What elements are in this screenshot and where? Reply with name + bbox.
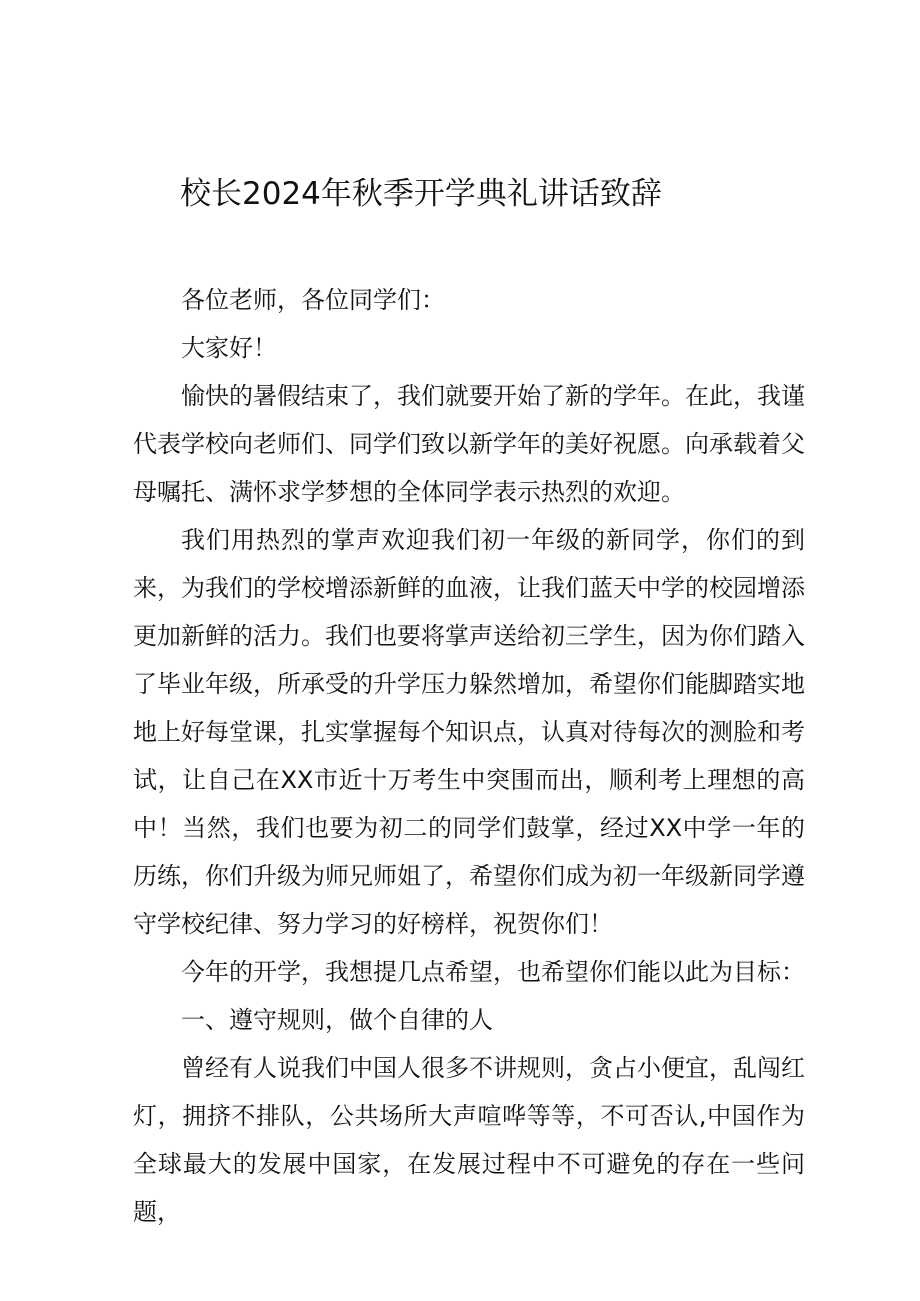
document-body	[133, 276, 805, 1236]
salutation: 各位老师，各位同学们：	[181, 286, 445, 314]
paragraph-hopes-intro: 今年的开学，我想提几点希望，也希望你们能以此为目标：	[181, 958, 805, 986]
paragraph-rules: 曾经有人说我们中国人很多不讲规则，贪占小便宜，乱闯红灯，拥挤不排队，公共场所大声喧哗等等，不可否认,中国作为全球最大的发展中国家，在发展过程中不可避免的存在一些问题，	[133, 1054, 805, 1226]
section-heading-1: 一、遵守规则，做个自律的人	[181, 1006, 493, 1034]
paragraph-welcome: 愉快的暑假结束了，我们就要开始了新的学年。在此，我谨代表学校向老师们、同学们致以新学年的美好祝愿。向承载着父母嘱托、满怀求学梦想的全体同学表示热烈的欢迎。	[133, 382, 805, 506]
document-title: 校长2024年秋季开学典礼讲话致辞	[180, 176, 662, 212]
paragraph-grades: 我们用热烈的掌声欢迎我们初一年级的新同学，你们的到来，为我们的学校增添新鲜的血液，让我们蓝天中学的校园增添更加新鲜的活力。我们也要将掌声送给初三学生，因为你们踏入了毕业年级，所承受的升学压力躲然增加，希望你们能脚踏实地地上好每堂课，扎实掌握每个知识点，认真对待每次的测脸和考试，让自己在XX市近十万考生中突围而出，顺利考上理想的高中！当然，我们也要为初二的同学们鼓掌，经过XX中学一年的历练，你们升级为师兄师姐了，希望你们成为初一年级新同学遵守学校纪律、努力学习的好榜样，祝贺你们！	[133, 526, 805, 938]
greeting: 大家好！	[181, 334, 277, 362]
